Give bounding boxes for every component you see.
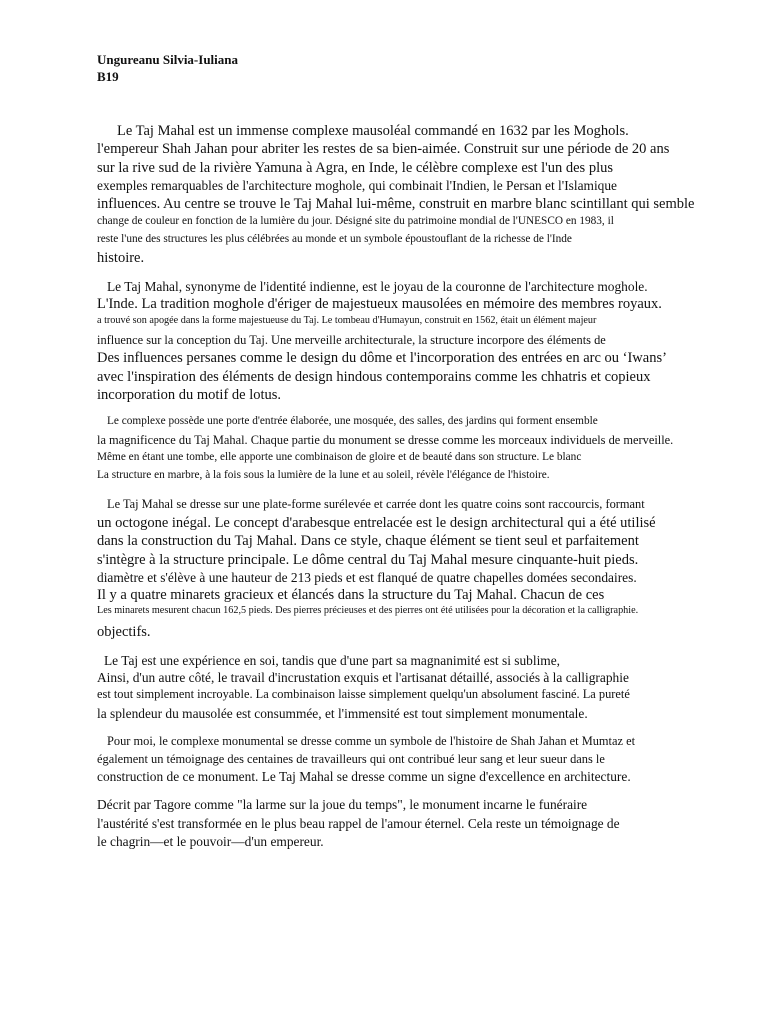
text-line: dans la construction du Taj Mahal. Dans ce style, chaque élément se tient seul et parfaitement <box>97 533 639 549</box>
text-line: Des influences persanes comme le design du dôme et l'incorporation des entrées en arc ou ‘Iwans’ <box>97 350 667 366</box>
text-line: Le Taj est une expérience en soi, tandis que d'une part sa magnanimité est si sublime, <box>104 653 561 668</box>
text-line: avec l'inspiration des éléments de design hindous contemporains comme les chhatris et copieux <box>97 369 651 385</box>
text-line: Les minarets mesurent chacun 162,5 pieds. Des pierres précieuses et des pierres ont été utilisées pour la décoration et la calligraphie. <box>97 605 639 616</box>
text-line: également un témoignage des centaines de travailleurs qui ont contribué leur sang et leur sueur dans le <box>97 752 605 766</box>
document-header <box>97 51 238 85</box>
text-line: Décrit par Tagore comme "la larme sur la joue du temps", le monument incarne le funéraire <box>97 797 588 812</box>
author-name: Ungureanu Silvia-Iuliana <box>97 52 239 67</box>
text-line: a trouvé son apogée dans la forme majestueuse du Taj. Le tombeau d'Humayun, construit en 1562, était un élément majeur <box>97 315 597 326</box>
text-line: Ainsi, d'un autre côté, le travail d'incrustation exquis et l'artisanat détaillé, associés à la calligraphie <box>97 670 629 685</box>
text-line: sur la rive sud de la rivière Yamuna à Agra, en Inde, le célèbre complexe est l'un des plus <box>97 160 613 176</box>
text-line: construction de ce monument. Le Taj Mahal se dresse comme un signe d'excellence en architecture. <box>97 769 631 784</box>
text-line: histoire. <box>97 250 145 266</box>
text-line: Pour moi, le complexe monumental se dresse comme un symbole de l'histoire de Shah Jahan et Mumtaz et <box>107 734 636 748</box>
text-line: Il y a quatre minarets gracieux et élancés dans la structure du Taj Mahal. Chacun de ces <box>97 587 605 603</box>
text-line: change de couleur en fonction de la lumière du jour. Désigné site du patrimoine mondial de l'UNESCO en 1983, il <box>97 215 614 227</box>
text-line: Le complexe possède une porte d'entrée élaborée, une mosquée, des salles, des jardins qui forment ensemble <box>107 415 598 427</box>
text-line: Le Taj Mahal est un immense complexe mausoléal commandé en 1632 par les Moghols. <box>117 123 629 139</box>
text-line: reste l'une des structures les plus célébrées au monde et un symbole époustouflant de la richesse de l'Inde <box>97 233 572 245</box>
text-line: Le Taj Mahal se dresse sur une plate-forme surélevée et carrée dont les quatre coins sont raccourcis, formant <box>107 497 645 511</box>
text-line: L'Inde. La tradition moghole d'ériger de majestueux mausolées en mémoire des membres royaux. <box>97 296 662 312</box>
text-line: s'intègre à la structure principale. Le dôme central du Taj Mahal mesure cinquante-huit pieds. <box>97 552 639 568</box>
text-line: objectifs. <box>97 624 151 640</box>
text-line: Même en étant une tombe, elle apporte une combinaison de gloire et de beauté dans son structure. Le blanc <box>97 451 582 463</box>
text-line: la magnificence du Taj Mahal. Chaque partie du monument se dresse comme les morceaux individuels de merveille. <box>97 433 674 447</box>
text-line: un octogone inégal. Le concept d'arabesque entrelacée est le design architectural qui a été utilisé <box>97 515 656 531</box>
text-line: est tout simplement incroyable. La combinaison laisse simplement quelqu'un absolument fasciné. La pureté <box>97 687 630 701</box>
text-line: exemples remarquables de l'architecture moghole, qui combinait l'Indien, le Persan et l'Islamique <box>97 178 617 193</box>
text-line: l'empereur Shah Jahan pour abriter les restes de sa bien-aimée. Construit sur une période de 20 ans <box>97 141 670 157</box>
text-line: diamètre et s'élève à une hauteur de 213 pieds et est flanqué de quatre chapelles domées secondaires. <box>97 570 637 585</box>
text-line: l'austérité s'est transformée en le plus beau rappel de l'amour éternel. Cela reste un témoignage de <box>97 816 620 831</box>
group-code: B19 <box>97 69 119 84</box>
text-line: Le Taj Mahal, synonyme de l'identité indienne, est le joyau de la couronne de l'architecture moghole. <box>107 279 648 294</box>
text-line: influences. Au centre se trouve le Taj Mahal lui-même, construit en marbre blanc scintillant qui semble <box>97 196 695 212</box>
text-line: le chagrin—et le pouvoir—d'un empereur. <box>97 834 324 849</box>
text-line: La structure en marbre, à la fois sous la lumière de la lune et au soleil, révèle l'élégance de l'histoire. <box>97 469 550 481</box>
text-line: la splendeur du mausolée est consummée, et l'immensité est tout simplement monumentale. <box>97 706 588 721</box>
text-line: influence sur la conception du Taj. Une merveille architecturale, la structure incorpore des éléments de <box>97 333 606 347</box>
text-line: incorporation du motif de lotus. <box>97 387 282 403</box>
